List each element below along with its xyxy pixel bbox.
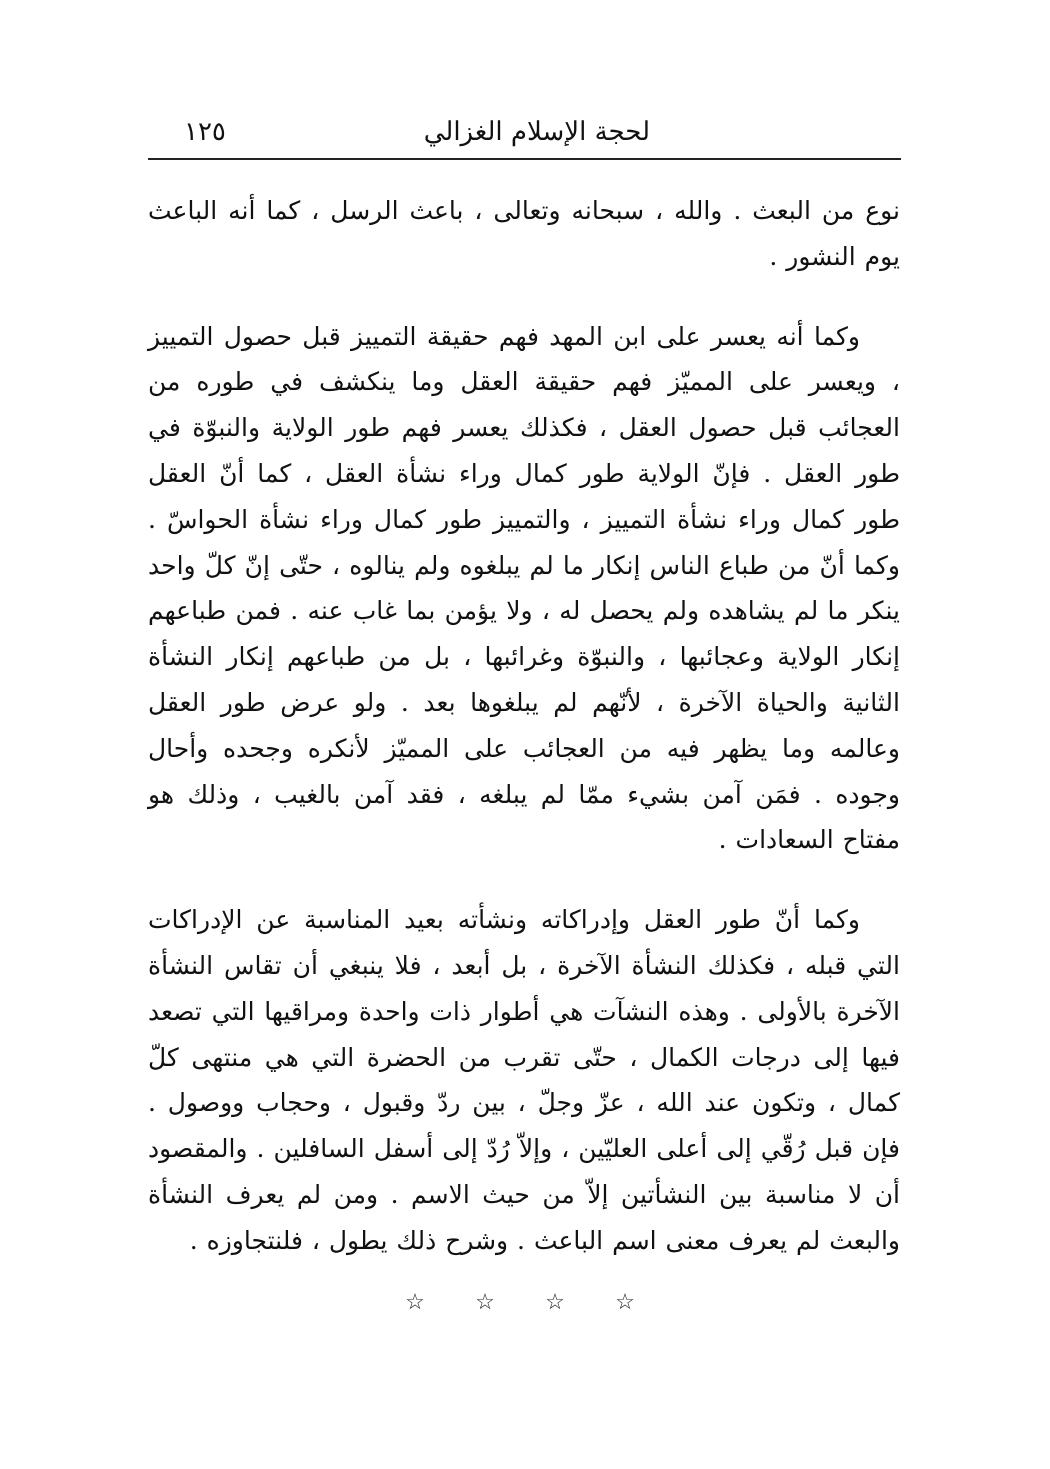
star-outline-icon: ☆ — [475, 1290, 495, 1315]
section-end-ornaments — [400, 1288, 640, 1318]
paragraph-spacer — [148, 863, 900, 897]
body-text — [148, 188, 900, 1264]
star-outline-icon: ☆ — [405, 1290, 425, 1315]
page-number: ١٢٥ — [184, 117, 226, 147]
star-outline-icon: ☆ — [545, 1290, 565, 1315]
header-divider — [148, 158, 901, 160]
paragraph-spacer — [148, 280, 900, 314]
page-title: لحجة الإسلام الغزالي — [423, 117, 650, 147]
running-header — [148, 112, 900, 152]
paragraph-1: نوع من البعث . والله ، سبحانه وتعالى ، باعث الرسل ، كما أنه الباعث يوم النشور . — [148, 196, 900, 271]
star-outline-icon: ☆ — [615, 1290, 635, 1315]
paragraph-2: وكما أنه يعسر على ابن المهد فهم حقيقة التمييز قبل حصول التمييز ، ويعسر على المميّز فهم حقيقة العقل وما ينكشف في طوره من العجائب قبل حصول العقل ، فكذلك يعسر فهم طور الولاية والنبوّة في طور العقل . فإنّ الولاية طور كمال وراء نشأة العقل ، كما أنّ العقل طور كمال وراء نشأة التمييز ، والتمييز طور كمال وراء نشأة الحواسّ . وكما أنّ من طباع الناس إنكار ما لم يبلغوه ولم ينالوه ، حتّى إنّ كلّ واحد ينكر ما لم يشاهده ولم يحصل له ، ولا يؤمن بما غاب عنه . فمن طباعهم إنكار الولاية وعجائبها ، والنبوّة وغرائبها ، بل من طباعهم إنكار النشأة الثانية والحياة الآخرة ، لأنّهم لم يبلغوها بعد . ولو عرض طور العقل وعالمه وما يظهر فيه من العجائب على المميّز لأنكره وجحده وأحال وجوده . فمَن آمن بشيء ممّا لم يبلغه ، فقد آمن بالغيب ، وذلك هو مفتاح السعادات . — [148, 321, 900, 855]
paragraph-3: وكما أنّ طور العقل وإدراكاته ونشأته بعيد المناسبة عن الإدراكات التي قبله ، فكذلك النشأة الآخرة ، بل أبعد ، فلا ينبغي أن تقاس النشأة الآخرة بالأولى . وهذه النشآت هي أطوار ذات واحدة ومراقيها التي تصعد فيها إلى درجات الكمال ، حتّى تقرب من الحضرة التي هي منتهى كلّ كمال ، وتكون عند الله ، عزّ وجلّ ، بين ردّ وقبول ، وحجاب ووصول . فإن قبل رُقّي إلى أعلى العليّين ، وإلاّ رُدّ إلى أسفل السافلين . والمقصود أن لا مناسبة بين النشأتين إلاّ من حيث الاسم . ومن لم يعرف النشأة والبعث لم يعرف معنى اسم الباعث . وشرح ذلك يطول ، فلنتجاوزه . — [148, 905, 900, 1255]
